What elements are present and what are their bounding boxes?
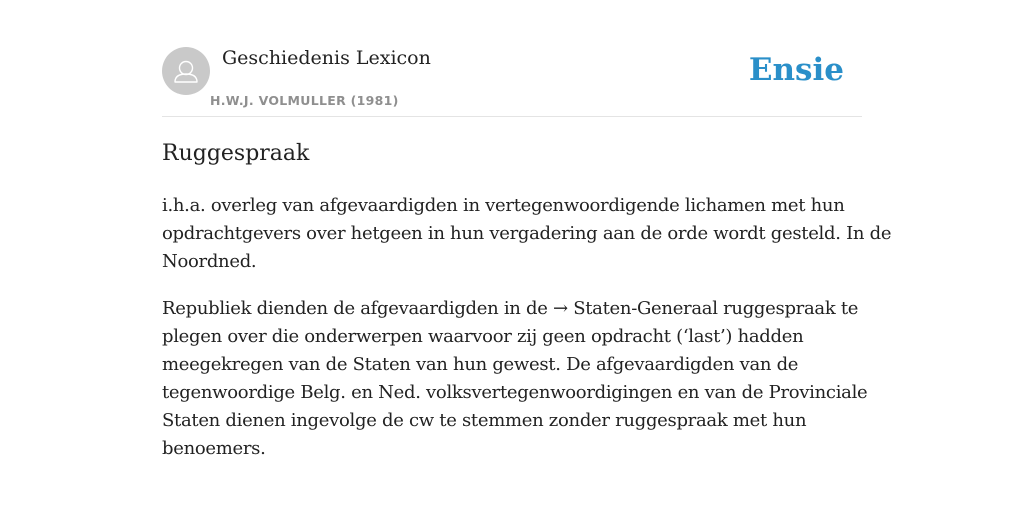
paragraph-2-line-1 [162,295,862,323]
paragraph-2-line-5: Staten dienen ingevolge de cw te stemmen zonder ruggespraak met hun [162,410,807,431]
article [162,139,892,463]
paragraph-1-line-1: i.h.a. overleg van afgevaardigden in vertegenwoordigende lichamen met hun [162,195,845,216]
source-title[interactable]: Geschiedenis Lexicon [222,47,431,69]
article-paragraph-1 [162,192,892,276]
paragraph-2-line-6: benoemers. [162,438,266,459]
staten-generaal-link[interactable]: → Staten-Generaal [553,298,718,319]
paragraph-2-line-2: plegen over die onderwerpen waarvoor zij geen opdracht (‘last’) hadden [162,326,804,347]
paragraph-1-line-2: opdrachtgevers over hetgeen in hun vergadering aan de orde wordt gesteld. In de [162,223,892,244]
brand-logo[interactable]: Ensie [748,52,844,88]
paragraph-2-line-4: tegenwoordige Belg. en Ned. volksvertegenwoordigingen en van de Provinciale [162,382,868,403]
paragraph-2-line-3: meegekregen van de Staten van hun gewest. De afgevaardigden van de [162,354,799,375]
source-header [162,46,862,117]
paragraph-1-line-3: Noordned. [162,251,257,272]
article-paragraph-2 [162,295,868,463]
article-title: Ruggespraak [162,141,310,166]
paragraph-2-text-after-link: ruggespraak te [717,298,859,319]
paragraph-2-text-before-link: Republiek dienden de afgevaardigden in de [162,298,554,319]
source-author[interactable]: H.W.J. VOLMULLER (1981) [210,93,399,108]
user-silhouette-icon [162,47,210,95]
source-avatar[interactable] [162,47,210,95]
